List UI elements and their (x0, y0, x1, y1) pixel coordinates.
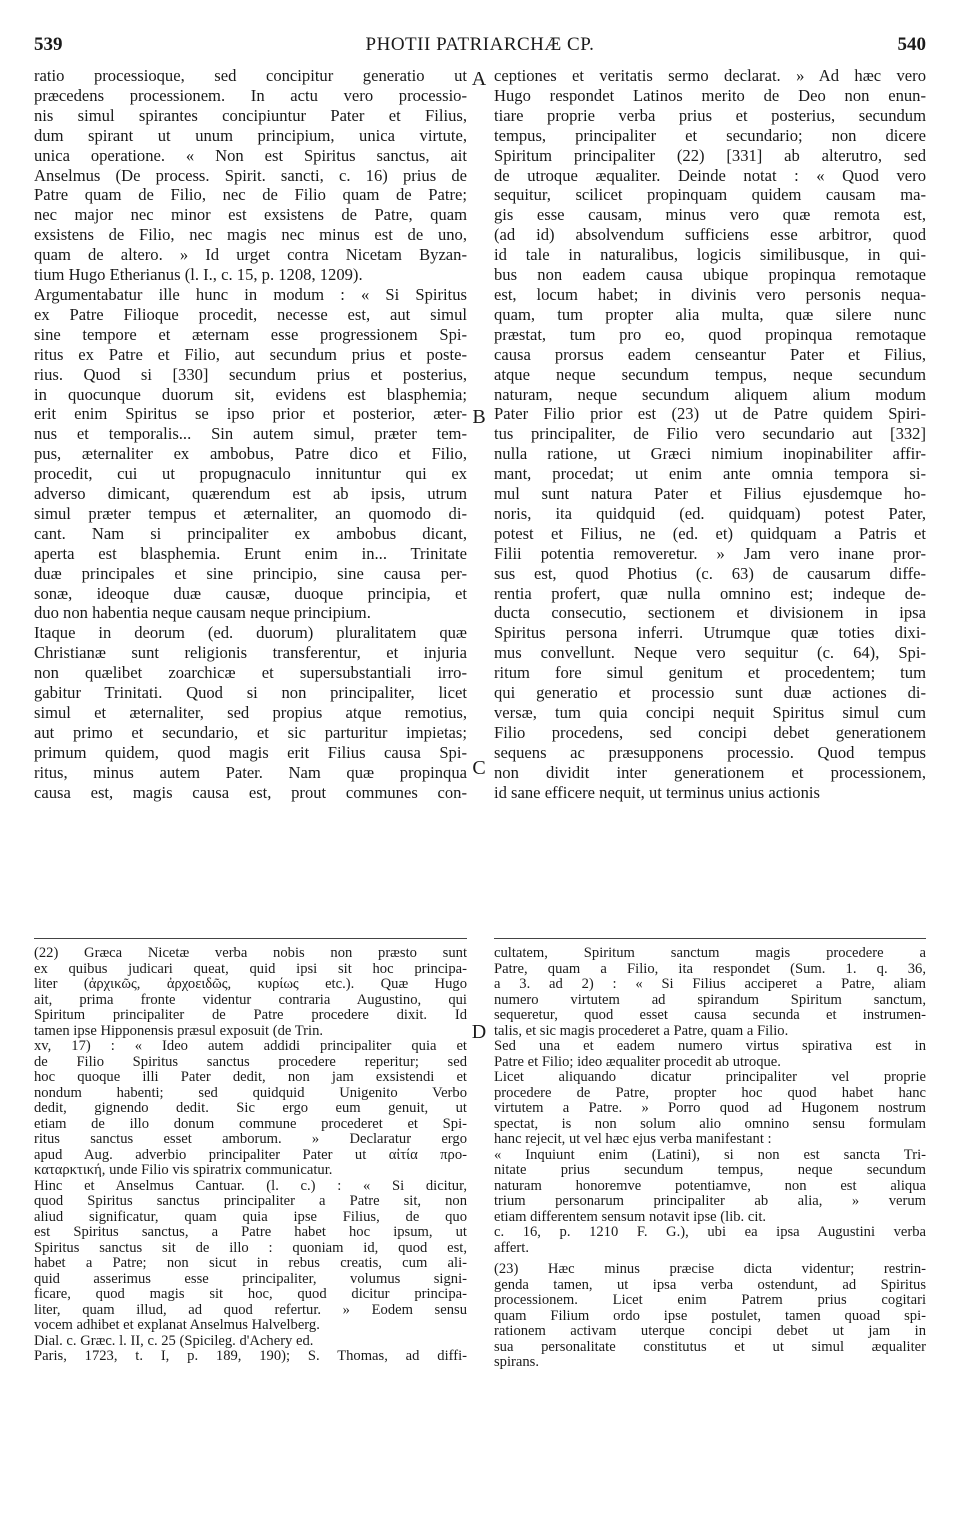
text-line: versæ, tum quia concipi nequit Spiritus simul cum (494, 703, 926, 722)
text-line: sequens ac præsupponens processio. Quod tempus (494, 742, 926, 762)
text-line: quam de altero. » Id urget contra Nicetam Byzan- (34, 245, 467, 265)
footnote-separator-left (34, 938, 467, 939)
text-line: ex Patre Filioque procedit, necesse est, aut simul (34, 304, 467, 324)
text-line: liter, quam illud, ad quod refertur. » Eodem sensu (34, 1302, 467, 1318)
text-line: simul præter tempus et æternaliter, an quomodo di- (34, 503, 467, 523)
text-line: rius. Quod si [330] secundum prius et posterius, (34, 364, 467, 384)
text-line: ceptiones et veritatis sermo declarat. » Ad hæc vero (494, 66, 926, 85)
margin-marker-a: A (471, 68, 487, 90)
text-line: sua personalitate constitutus et ut simul æqualiter (494, 1339, 926, 1355)
text-line: exsistens de Filio, nec magis nec minus est de uno, (34, 225, 467, 245)
text-line: procedit, cui ut propugnaculo innituntur qui ex (34, 464, 467, 484)
text-line: non dividit inter generationem et processionem, (494, 762, 926, 782)
text-line: naturam, neque secundum aliquem alium modum (494, 384, 926, 404)
text-line: ritum fore simul genitum et procedentem; tum (494, 663, 926, 683)
margin-marker-d: D (471, 1021, 487, 1043)
text-line: (22) Græca Nicetæ verba nobis non præsto sunt (34, 946, 467, 961)
text-line: sus est, quod Photius (c. 63) de causarum diffe- (494, 563, 926, 583)
text-line: Hugo respondet Latinos merito de Deo non enun- (494, 85, 926, 105)
margin-marker-b: B (472, 406, 486, 428)
text-line: præcedens processionem. In actu vero processio- (34, 85, 467, 105)
text-line: Hinc et Anselmus Cantuar. (l. c.) : « Si dicitur, (34, 1178, 467, 1194)
text-line: nus et temporalis... Sin autem simul, præter tem- (34, 424, 467, 444)
running-title: PHOTII PATRIARCHÆ CP. (365, 34, 595, 55)
text-line: Filii potentia removeretur. » Jam vero inane pror- (494, 543, 926, 563)
text-line: præstat, tum pro eo, quod propinqua remotaque (494, 324, 926, 344)
text-line: numero virtutem ad spirandum Spiritum sanctum, (494, 992, 926, 1008)
text-line: καταρκτική, unde Filio vis spiratrix communicatur. (34, 1163, 333, 1178)
text-line: nondum habenti; sed quidquid Unigenito Verbo (34, 1085, 467, 1101)
text-line: genda tamen, ut ipsa verba ostendunt, ad Spiritus (494, 1277, 926, 1293)
text-line: ritus sanctus esset amborum. » Declaratur ergo (34, 1132, 467, 1147)
text-line: hoc quoque illi Pater dedit, non jam exsistendi et (34, 1070, 467, 1085)
text-line: cultatem, Spiritum sanctum magis procedere a (494, 946, 926, 961)
text-line: rationem activam uterque concipi debet ut jam in (494, 1324, 926, 1339)
text-line: rentia profert, quæ nulla omnino est; indeque de- (494, 583, 926, 603)
text-line: liter (ἀρχικῶς, ἀρχοειδῶς, κυρίως etc.). Quæ Hugo (34, 977, 467, 992)
text-line: Patre et Filio; ideo æqualiter procedit ab utroque. (494, 1054, 781, 1070)
margin-marker-c: C (472, 757, 486, 779)
text-line: naturam honoremve potentiamve, non est aliqua (494, 1178, 926, 1194)
text-line: id tale in naturalibus, logicis similibusque, in qui- (494, 245, 926, 265)
text-line: etiam de illo donum commune procederet et Spi- (34, 1116, 467, 1132)
page-header (34, 34, 926, 60)
text-line: quod Spiritus sanctus principaliter a Patre sit, non (34, 1194, 467, 1209)
text-line: adverso dimicant, quærendum est ab ipsis, utrum (34, 484, 467, 504)
text-line: « Inquiunt enim (Latini), si non est sancta Tri- (494, 1147, 926, 1163)
text-line: non quælibet zoarchicæ et supersubstantiali irro- (34, 663, 467, 683)
text-line: Filio procedens, sed concipi debet generationem (494, 722, 926, 742)
text-line: Itaque in deorum (ed. duorum) pluralitatem quæ (34, 623, 467, 643)
text-line: gabitur Trinitati. Quod si non principaliter, licet (34, 683, 467, 703)
text-line: sequeretur, quod esset causa secunda et instrumen- (494, 1008, 926, 1023)
page-number-left: 539 (34, 34, 63, 55)
page-number-right: 540 (897, 34, 926, 55)
text-line: potest et Filius, ne (ed. et) quidquam a Patris et (494, 523, 926, 543)
text-line: Spiritus sanctus sit de illo : quoniam id, quod est, (34, 1240, 467, 1256)
text-line: c. 16, p. 1210 F. G.), ubi ea ipsa Augustini verba (494, 1225, 926, 1240)
text-line: Argumentabatur ille hunc in modum : « Si Spiritus (34, 284, 467, 304)
text-line: unica operatione. « Non est Spiritus sanctus, ait (34, 145, 467, 165)
text-line: dedit, gignendo dedit. Sic ergo eum genuit, ut (34, 1101, 467, 1116)
text-line: Christianæ sunt religionis transferentur, et injuria (34, 643, 467, 663)
text-line: apud Aug. adverbio principaliter Pater ut αἰτία προ- (34, 1147, 467, 1163)
text-line: Patre quam de Filio, nec de Filio quam de Patre; (34, 185, 467, 205)
text-line: Pater Filio prior est (23) ut de Patre quidem Spiri- (494, 404, 926, 424)
text-line: bus non eadem causa ubique propinqua remotaque (494, 265, 926, 285)
text-line: nec major nec minor est exsistens de Patre, quam (34, 205, 467, 225)
text-line: mant, procedat; ut enim ante omnia tempora si- (494, 464, 926, 484)
text-line: ait, prima fronte videntur contraria Augustino, qui (34, 992, 467, 1008)
text-line: Anselmus (De process. Spirit. sancti, c. 16) prius de (34, 165, 467, 185)
text-line: (23) Hæc minus præcise dicta videntur; restrin- (494, 1262, 926, 1277)
text-line: causa est, magis causa est, prout communes con- (34, 782, 467, 802)
text-line: quid asserimus esse principaliter, volumus signi- (34, 1271, 467, 1287)
text-line: sequitur, scilicet propinquam quidem causam ma- (494, 185, 926, 205)
text-line: talis, et sic magis procederet a Patre, quam a Filio. (494, 1023, 789, 1039)
text-line: dum spirant ut unum principium, unica virtute, (34, 125, 467, 145)
text-line: sonæ, ideoque duæ causæ, duoque principia, et (34, 583, 467, 603)
text-line: ducta consecutio, sectionem et divisionem in ipsa (494, 603, 926, 623)
text-line: causa prorsus eadem censeantur Pater et Filius, (494, 344, 926, 364)
text-line: tium Hugo Etherianus (l. I., c. 15, p. 1208, 1209). (34, 265, 363, 285)
text-line: mul sunt natura Pater et Filius ejusdemque ho- (494, 484, 926, 504)
main-right-lines (494, 66, 926, 803)
text-line: nulla ratione, ut Græci nimium inopinabiliter affir- (494, 444, 926, 464)
text-line: tamen ipse Hipponensis præsul exposuit (de Trin. (34, 1023, 324, 1039)
text-line: id sane efficere nequit, ut terminus unius actionis (494, 782, 820, 802)
text-line: (ad id) absolvendum sufficiens esse arbitror, quod (494, 225, 926, 245)
text-line: Sed una et eadem numero virtus spirativa est in (494, 1039, 926, 1054)
text-line: ex quibus judicari queat, quid ipsi sit hoc principa- (34, 961, 467, 977)
text-line: aperta est blasphemia. Erunt enim in... Trinitate (34, 543, 467, 563)
text-line: est, locum habet; in divinis vero personis nequa- (494, 284, 926, 304)
text-line: nitate prius secundum tempus, neque secundum (494, 1163, 926, 1178)
text-line: xv, 17) : « Ideo autem addidi principaliter quia et (34, 1039, 467, 1054)
text-line: duo non habentia neque causam neque principium. (34, 603, 371, 623)
main-text-right-column (494, 66, 926, 928)
text-line: est Spiritus sanctus, a Patre habet hoc ipsum, ut (34, 1225, 467, 1240)
text-line: aut primo et secundario, et sic parturitur impietas; (34, 722, 467, 742)
text-line: Dial. c. Græc. l. II, c. 25 (Spicileg. d'Achery ed. (34, 1333, 314, 1349)
text-line: vocem adhibet et explanat Anselmus Halvelberg. (34, 1318, 320, 1333)
text-line: Paris, 1723, t. I, p. 189, 190); S. Thomas, ad diffi- (34, 1349, 467, 1364)
text-line: trium personarum principaliter ab alia, » verum (494, 1194, 926, 1209)
text-line: quam Filium ordo ipse postulet, tamen quoad spi- (494, 1308, 926, 1324)
text-line: duæ principales et sine principio, sine causa per- (34, 563, 467, 583)
text-line: de utroque æqualiter. Deinde notat : « Quod vero (494, 165, 926, 185)
footnotes-left-column (34, 946, 467, 1506)
text-line: sine tempore et æternam esse progressionem Spi- (34, 324, 467, 344)
text-line: atque neque secundum tempus, neque secundum (494, 364, 926, 384)
text-line: ritus, minus autem Pater. Nam quæ propinqua (34, 762, 467, 782)
text-line: virtutem a Patre. » Porro quod ad Hugonem nostrum (494, 1101, 926, 1116)
text-line: de Filio Spiritus sanctus procedere reperitur; sed (34, 1054, 467, 1070)
text-line: processionem. Licet enim Patrem prius cogitari (494, 1293, 926, 1308)
text-line: nis simul spirantes concipiuntur Pater et Filius, (34, 105, 467, 125)
main-text-left-column (34, 66, 467, 928)
text-line: ratio processioque, sed concipitur generatio ut (34, 66, 467, 85)
footnotes-right-column (494, 946, 926, 1506)
text-line: ficare, quod magis sit hoc, quod dicitur principa- (34, 1287, 467, 1302)
text-line: procedere de Patre, propter hoc quod habet hanc (494, 1085, 926, 1101)
text-line: ritus ex Patre et Filio, aut secundum prius et poste- (34, 344, 467, 364)
text-line: cant. Nam si principaliter ex ambobus dicant, (34, 523, 467, 543)
text-line: qui generatio et processio sunt duæ actiones di- (494, 683, 926, 703)
text-line: habet a Patre; non sicut in rebus creatis, cum ali- (34, 1256, 467, 1271)
text-line: erit enim Spiritus se ipso prior et posterior, æter- (34, 404, 467, 424)
text-line: hanc rejecit, ut vel hæc ejus verba manifestant : (494, 1132, 772, 1147)
text-line: tiare proprie verba prius et posterius, secundum (494, 105, 926, 125)
text-line: a 3. ad 2) : « Si Filius acciperet a Patre, aliam (494, 977, 926, 992)
text-line: in quocunque duorum sit, evidens est blasphemia; (34, 384, 467, 404)
text-line: spectat, is non solum alio omnino sensu formulam (494, 1116, 926, 1132)
text-line: Spiritum principaliter (22) [331] ab alterutro, sed (494, 145, 926, 165)
footnote-22-continued-lines (494, 946, 926, 1256)
text-line: tempus, principaliter et secundario; non dicere (494, 125, 926, 145)
text-line: Patre, quam a Filio, ita respondet (Sum. 1. q. 36, (494, 961, 926, 977)
text-line: gis esse causam, minus vero quæ remota est, (494, 205, 926, 225)
text-line: spirans. (494, 1355, 539, 1370)
text-line: tus principaliter, de Filio vero secundario aut [332] (494, 424, 926, 444)
text-line: primum quidem, quod magis erit Filius causa Spi- (34, 742, 467, 762)
footnote-23-lines (494, 1262, 926, 1371)
text-line: simul et æternaliter, sed propius atque remotius, (34, 703, 467, 722)
text-line: noris, ita quidquid (ed. quidquam) potest Pater, (494, 503, 926, 523)
main-left-lines (34, 66, 467, 803)
text-line: pus, æternaliter ex ambobus, Patre dico et Filio, (34, 444, 467, 464)
text-line: quam, tum propter alia multa, quæ silere nunc (494, 304, 926, 324)
text-line: etiam differentem sensum notavit ipse (lib. cit. (494, 1209, 767, 1225)
text-line: mus convellunt. Neque vero sequitur (c. 64), Spi- (494, 643, 926, 663)
text-line: Licet aliquando dicatur principaliter vel proprie (494, 1070, 926, 1085)
footnote-separator-right (494, 938, 926, 939)
text-line: Spiritum principaliter de Patre procedere dixit. Id (34, 1008, 467, 1023)
text-line: aliud significatur, quam quia ipse Filius, de quo (34, 1209, 467, 1225)
footnote-22-lines (34, 946, 467, 1365)
text-line: affert. (494, 1240, 529, 1256)
text-line: Spiritus persona inferri. Utrumque quæ toties dixi- (494, 623, 926, 643)
